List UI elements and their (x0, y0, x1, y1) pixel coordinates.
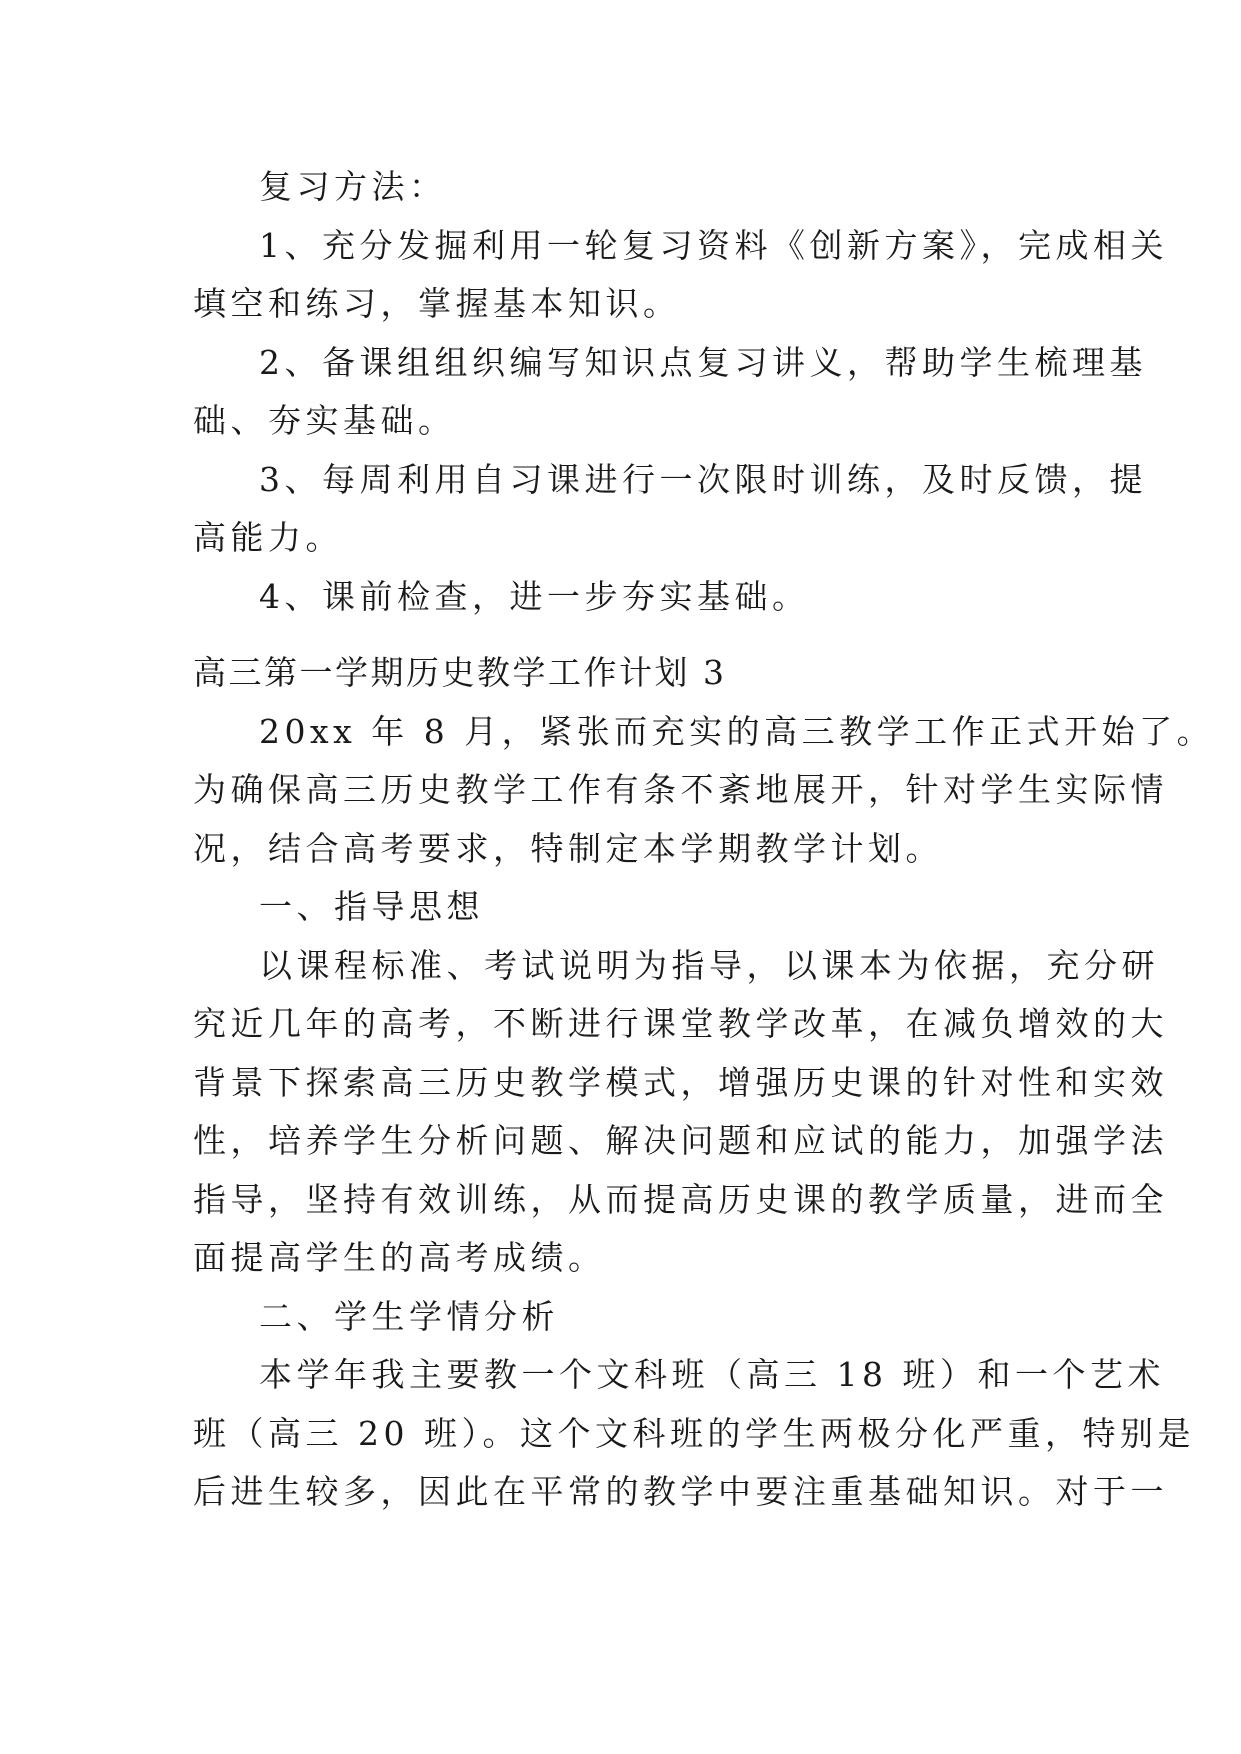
section1-line-2: 究近几年的高考，不断进行课堂教学改革，在减负增效的大 (193, 1004, 1168, 1043)
review-item-1-line-2: 填空和练习，掌握基本知识。 (193, 284, 681, 323)
section2-line-3: 后进生较多，因此在平常的教学中要注重基础知识。对于一 (193, 1472, 1168, 1511)
review-item-3-line-2: 高能力。 (193, 518, 343, 557)
review-methods-title: 复习方法： (259, 167, 447, 206)
section2-line-2: 班（高三 20 班）。这个文科班的学生两极分化严重，特别是 (193, 1413, 1195, 1453)
section1-line-1: 以课程标准、考试说明为指导，以课本为依据，充分研 (259, 945, 1159, 985)
plan3-title: 高三第一学期历史教学工作计划 3 (193, 653, 727, 692)
review-item-3-line-1: 3、每周利用自习课进行一次限时训练，及时反馈，提 (259, 459, 1147, 499)
section-spacer (193, 626, 1053, 644)
plan3-intro-line-2: 为确保高三历史教学工作有条不紊地展开，针对学生实际情 (193, 770, 1168, 809)
section1-line-3: 背景下探索高三历史教学模式，增强历史课的针对性和实效 (193, 1062, 1168, 1102)
plan3-intro-line-1: 20xx 年 8 月，紧张而充实的高三教学工作正式开始了。 (259, 711, 1215, 751)
section1-line-4: 性，培养学生分析问题、解决问题和应试的能力，加强学法 (193, 1121, 1168, 1160)
document-body (193, 158, 1215, 1522)
section1-line-5: 指导，坚持有效训练，从而提高历史课的教学质量，进而全 (193, 1179, 1168, 1219)
section2-heading: 二、学生学情分析 (259, 1296, 559, 1336)
section1-heading: 一、指导思想 (259, 887, 484, 926)
review-item-4-line-1: 4、课前检查，进一步夯实基础。 (259, 576, 810, 616)
review-item-1-line-1: 1、充分发掘利用一轮复习资料《创新方案》，完成相关 (259, 225, 1168, 265)
section1-line-6: 面提高学生的高考成绩。 (193, 1238, 606, 1277)
plan3-intro-line-3: 况，结合高考要求，特制定本学期教学计划。 (193, 828, 943, 868)
section2-line-1: 本学年我主要教一个文科班（高三 18 班）和一个艺术 (259, 1355, 1165, 1394)
review-item-2-line-2: 础、夯实基础。 (193, 401, 456, 440)
review-item-2-line-1: 2、备课组组织编写知识点复习讲义，帮助学生梳理基 (259, 342, 1147, 382)
